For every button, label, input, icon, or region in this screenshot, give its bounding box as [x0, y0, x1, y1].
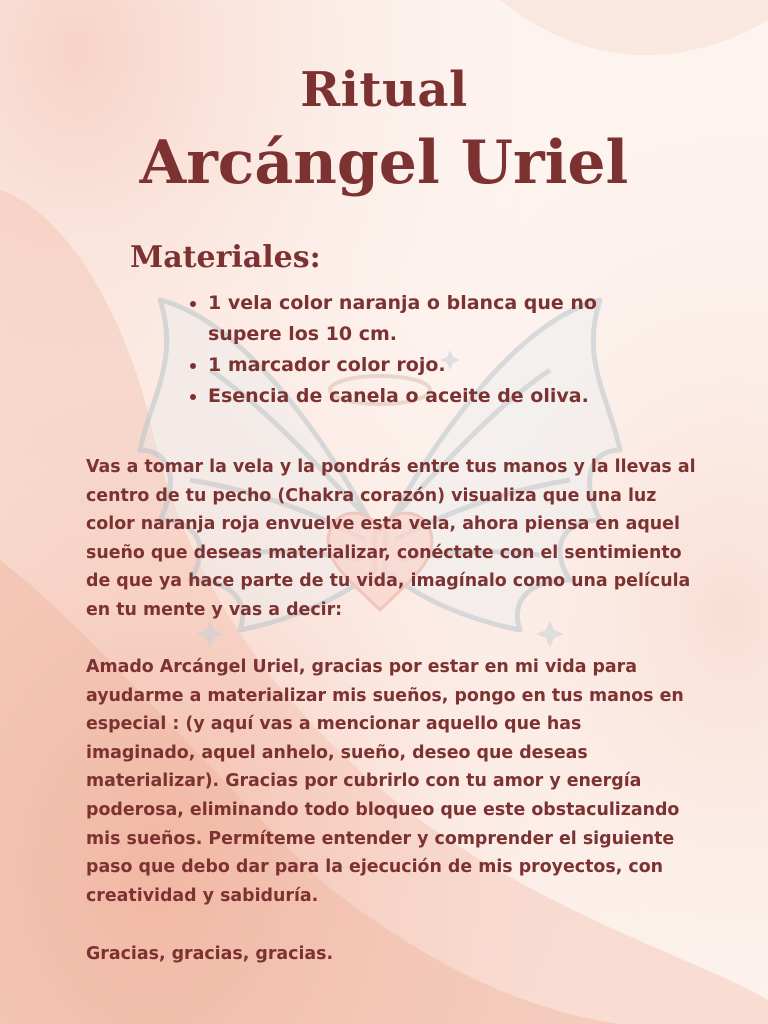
- list-item: • 1 vela color naranja o blanca que no supere los 10 cm.: [208, 288, 648, 350]
- materials-list: [188, 288, 648, 412]
- prayer-paragraph: Amado Arcángel Uriel, gracias por estar en mi vida para ayudarme a materializar mis sueños, pongo en tus manos en especial : (y aquí vas a mencionar aquello que has imaginado, aquel anhelo, sueño, deseo que deseas materializar). Gracias por cubrirlo con tu amor y energía poderosa, eliminando todo bloqueo que este obstaculizando mis sueños. Permíteme entender y comprender el siguiente paso que debo dar para la ejecución de mis proyectos, con creatividad y sabiduría.: [86, 657, 684, 906]
- materials-heading: Materiales:: [130, 240, 321, 275]
- ritual-label: Ritual: [300, 62, 468, 118]
- closing-line: Gracias, gracias, gracias.: [86, 944, 334, 964]
- instructions-paragraph: Vas a tomar la vela y la pondrás entre tus manos y la llevas al centro de tu pecho (Chakra corazón) visualiza que una luz color naranja roja envuelve esta vela, ahora piensa en aquel sueño que deseas materializar, conéctate con el sentimiento de que ya hace parte de tu vida, imagínalo como una película en tu mente y vas a decir:: [86, 457, 696, 620]
- list-item: • 1 marcador color rojo.: [208, 350, 648, 381]
- list-item: • Esencia de canela o aceite de oliva.: [208, 381, 648, 412]
- page-title: Arcángel Uriel: [139, 128, 629, 198]
